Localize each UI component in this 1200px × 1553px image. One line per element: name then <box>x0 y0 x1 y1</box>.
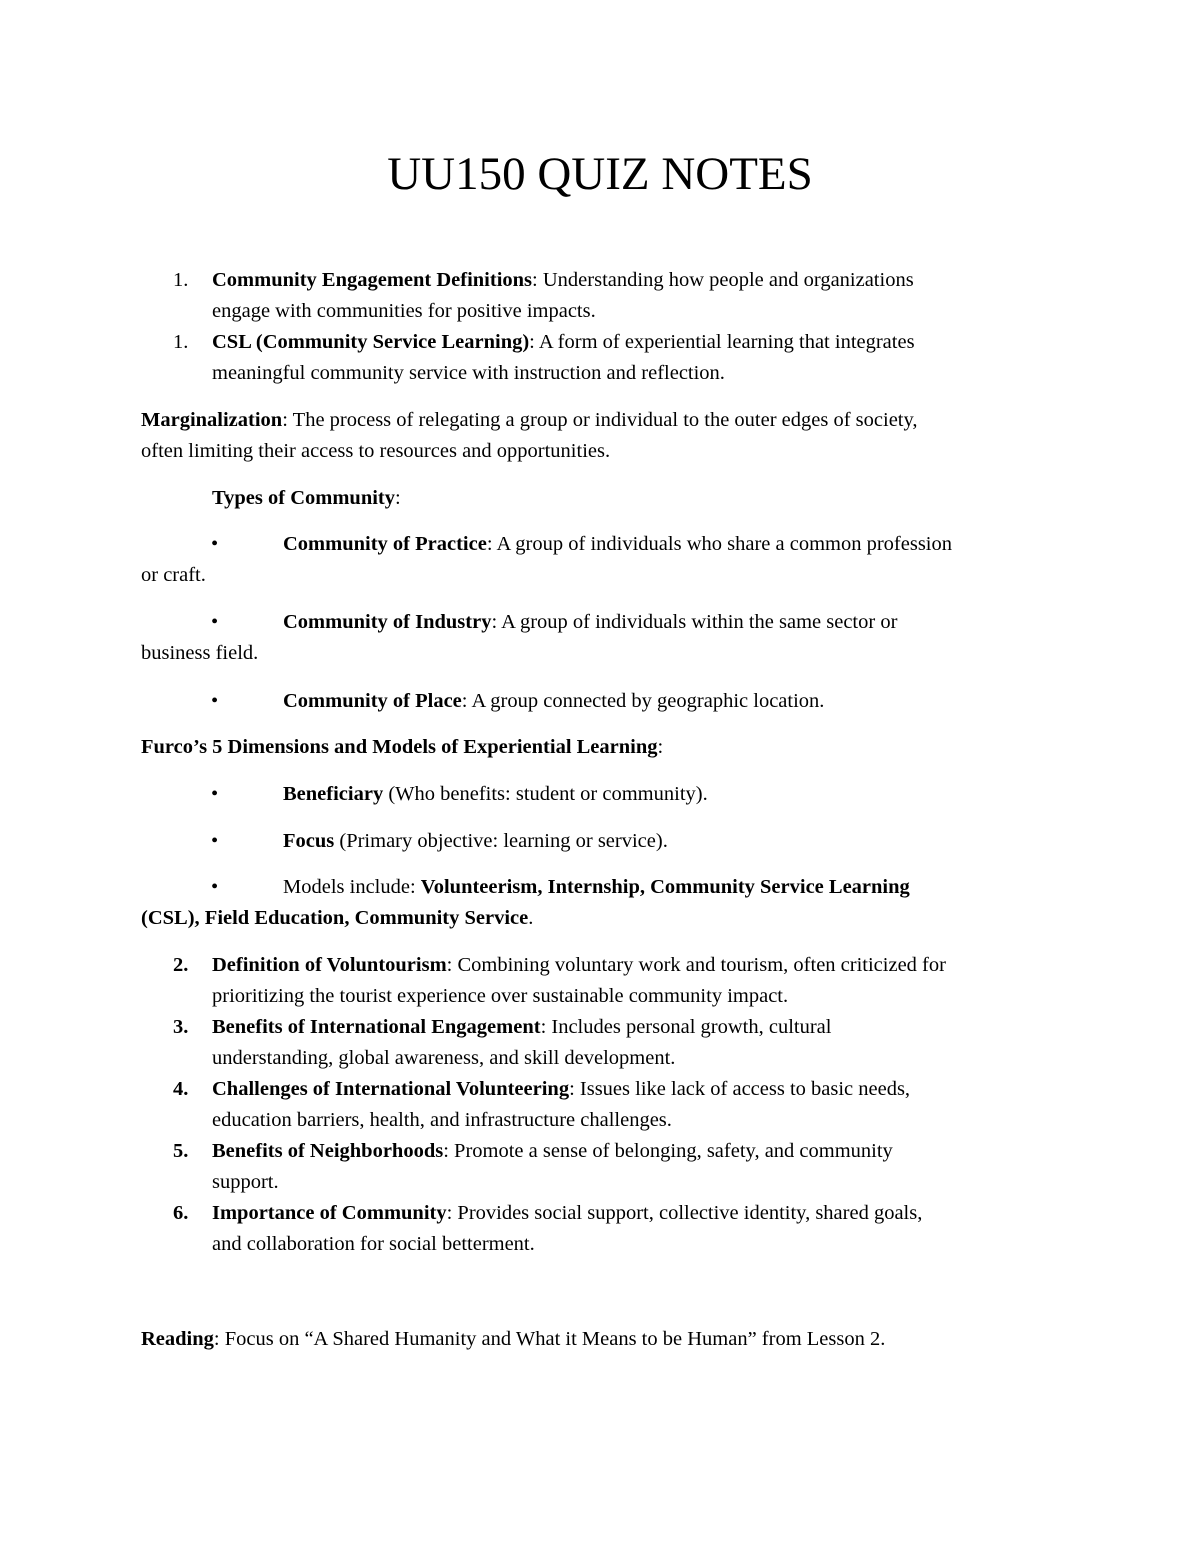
heading-colon: : <box>657 736 664 758</box>
bullet: • <box>211 830 219 852</box>
period: . <box>528 907 534 929</box>
bullet: • <box>211 533 219 555</box>
definition: : A group of individuals who share a common profession <box>486 533 952 555</box>
definition-cont: and collaboration for social betterment. <box>212 1233 535 1255</box>
list-item <box>141 1074 1071 1136</box>
definition-cont: prioritizing the tourist experience over sustainable community impact. <box>212 985 789 1007</box>
term: CSL (Community Service Learning) <box>212 331 530 353</box>
list-number: 2. <box>173 954 189 976</box>
page-title: UU150 QUIZ NOTES <box>387 148 813 200</box>
heading-text: Types of Community <box>212 487 395 509</box>
separator: , <box>194 907 205 929</box>
furco-heading <box>141 732 1061 763</box>
model-csl: Community Service Learning <box>650 876 910 898</box>
bullet: • <box>211 876 219 898</box>
definition-cont: support. <box>212 1171 279 1193</box>
model-volunteerism: Volunteerism <box>420 876 538 898</box>
model-internship: Internship <box>547 876 640 898</box>
model-field-education: Field Education <box>204 907 345 929</box>
term: Community of Practice <box>283 533 487 555</box>
definition: (Primary objective: learning or service). <box>334 830 668 852</box>
bullet: • <box>211 783 219 805</box>
definition-cont: or craft. <box>141 564 206 586</box>
marginalization-paragraph <box>141 405 1061 467</box>
definition: : A group of individuals within the same sector or <box>491 611 898 633</box>
model-csl-abbr: (CSL) <box>141 907 195 929</box>
list-number: 1. <box>173 269 189 291</box>
term: Community Engagement Definitions <box>212 269 533 291</box>
types-heading <box>212 483 401 514</box>
definition: : A group connected by geographic location. <box>461 690 825 712</box>
term: Beneficiary <box>283 783 384 805</box>
bullet: • <box>211 690 219 712</box>
list-number: 4. <box>173 1078 189 1100</box>
list-item <box>141 1136 1071 1198</box>
definition: : Provides social support, collective identity, shared goals, <box>446 1202 923 1224</box>
bullet-item <box>141 607 1066 669</box>
separator: , <box>639 876 651 898</box>
definition: : Focus on “A Shared Humanity and What it Means to be Human” from Lesson 2. <box>213 1328 886 1350</box>
term: Community of Place <box>283 690 462 712</box>
separator: , <box>344 907 355 929</box>
definition: : Includes personal growth, cultural <box>540 1016 832 1038</box>
definition: : Promote a sense of belonging, safety, and community <box>443 1140 893 1162</box>
model-community-service: Community Service <box>354 907 529 929</box>
definition-cont: understanding, global awareness, and skill development. <box>212 1047 676 1069</box>
term: Community of Industry <box>283 611 492 633</box>
definition-cont: business field. <box>141 642 259 664</box>
list-number: 6. <box>173 1202 189 1224</box>
term: Marginalization <box>141 409 283 431</box>
list-item <box>141 1012 1071 1074</box>
list-item <box>141 950 1071 1012</box>
bullet-item <box>141 529 1066 591</box>
term: Challenges of International Volunteering <box>212 1078 570 1100</box>
definition: : Issues like lack of access to basic needs, <box>569 1078 911 1100</box>
term: Definition of Voluntourism <box>212 954 447 976</box>
definition: : Understanding how people and organizations <box>532 269 914 291</box>
definition: (Who benefits: student or community). <box>383 783 708 805</box>
list-number: 3. <box>173 1016 189 1038</box>
term: Benefits of Neighborhoods <box>212 1140 444 1162</box>
list-item <box>141 265 1071 327</box>
term: Benefits of International Engagement <box>212 1016 541 1038</box>
definition-cont: often limiting their access to resources and opportunities. <box>141 440 611 462</box>
term: Importance of Community <box>212 1202 447 1224</box>
list-number: 1. <box>173 331 189 353</box>
term: Focus <box>283 830 335 852</box>
bullet-item <box>141 686 1066 717</box>
separator: , <box>537 876 548 898</box>
bullet-item <box>141 826 1066 857</box>
list-item <box>141 327 1071 389</box>
definition-cont: meaningful community service with instruction and reflection. <box>212 362 725 384</box>
term: Reading <box>141 1328 214 1350</box>
definition-cont: engage with communities for positive impacts. <box>212 300 596 322</box>
bullet: • <box>211 611 219 633</box>
heading-text: Furco’s 5 Dimensions and Models of Experiential Learning <box>141 736 658 758</box>
definition: : The process of relegating a group or individual to the outer edges of society, <box>282 409 918 431</box>
definition: : A form of experiential learning that integrates <box>529 331 915 353</box>
models-prefix: Models include: <box>283 876 421 898</box>
definition-cont: education barriers, health, and infrastructure challenges. <box>212 1109 672 1131</box>
bullet-item <box>141 779 1066 810</box>
heading-colon: : <box>395 487 401 509</box>
definition: : Combining voluntary work and tourism, often criticized for <box>446 954 946 976</box>
list-number: 5. <box>173 1140 189 1162</box>
models-bullet <box>141 872 1066 934</box>
list-item <box>141 1198 1071 1260</box>
reading-paragraph <box>141 1324 1061 1355</box>
